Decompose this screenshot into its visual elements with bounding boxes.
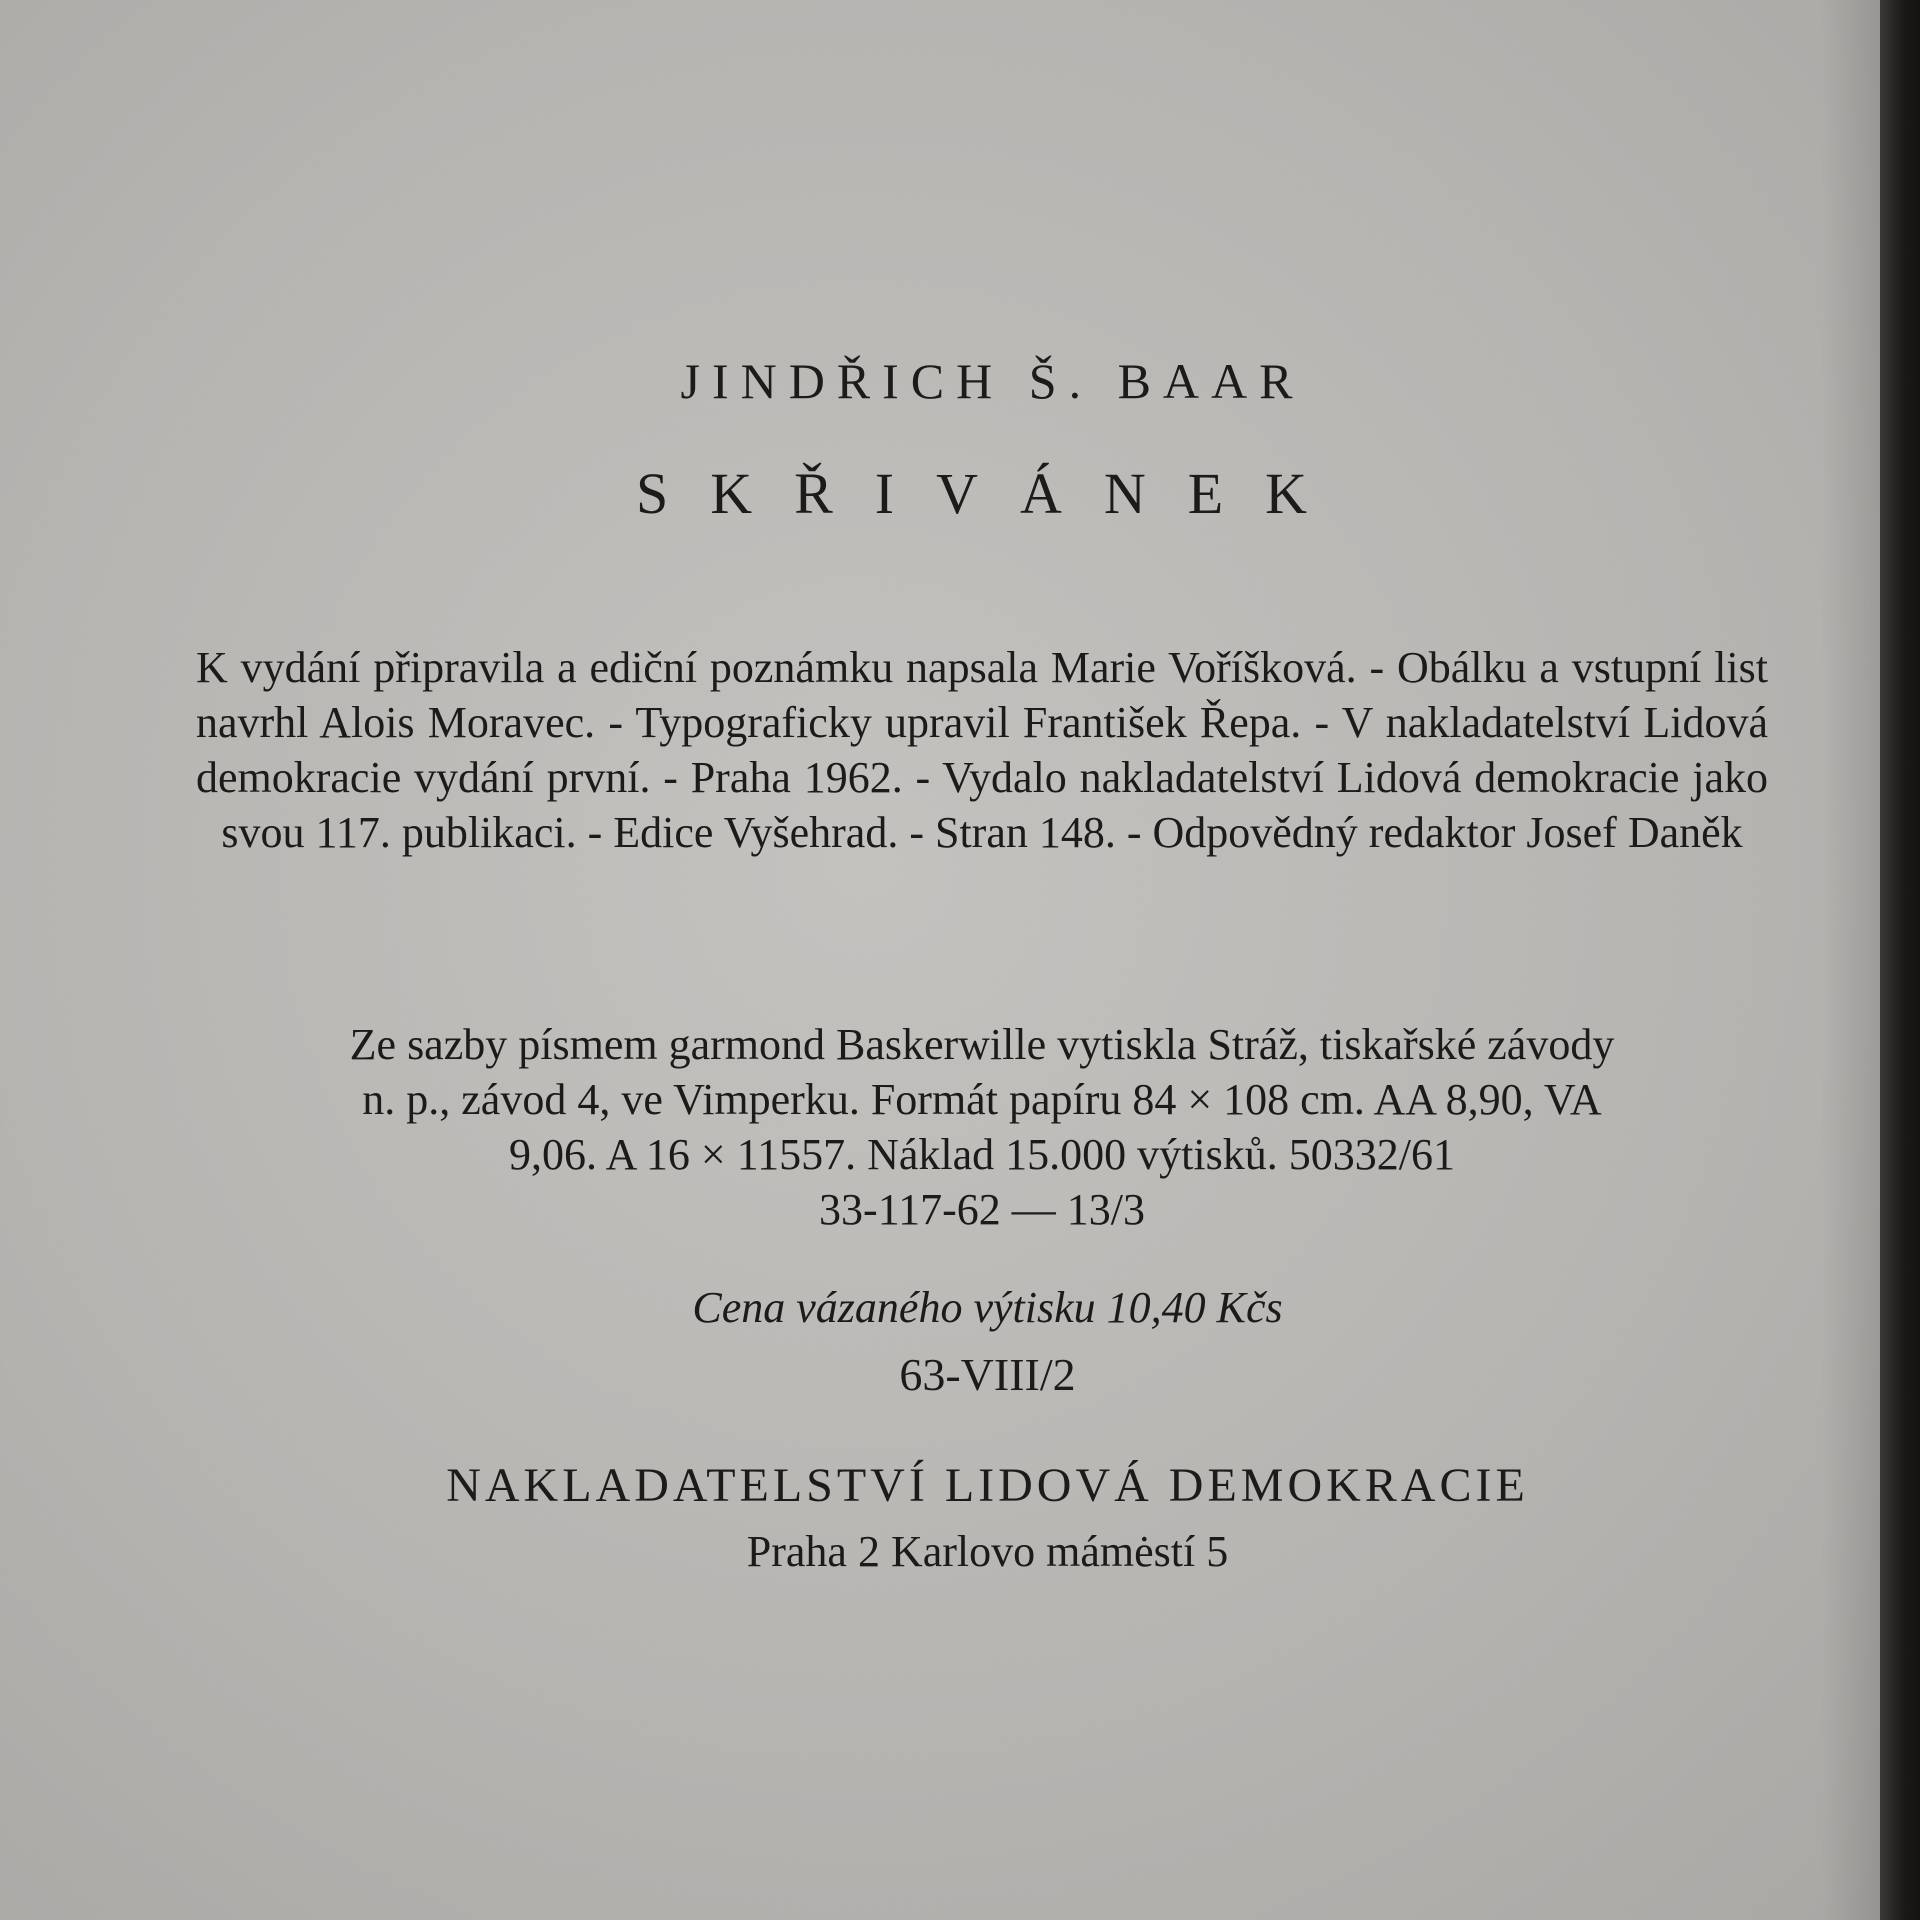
book-title: SKŘIVÁNEK [635, 461, 1350, 526]
printing-line: 9,06. A 16 × 11557. Náklad 15.000 výtisků. 50332/61 [509, 1130, 1455, 1179]
publisher-name: NAKLADATELSTVÍ LIDOVÁ DEMOKRACIE [446, 1459, 1529, 1512]
book-cover-edge [1880, 0, 1920, 1920]
catalog-code: 63-VIII/2 [899, 1349, 1076, 1400]
printing-line: Ze sazby písmem garmond Baskerwille vytiskla Stráž, tiskařské závody [349, 1020, 1615, 1069]
page-shadow [1820, 0, 1880, 1920]
printing-line: n. p., závod 4, ve Vimperku. Formát papíru 84 × 108 cm. AA 8,90, VA [362, 1075, 1602, 1124]
publisher-address: Praha 2 Karlovo mámėstí 5 [746, 1527, 1229, 1576]
printing-details [196, 1017, 1768, 1237]
price-text: Cena vázaného výtisku 10,40 Kčs [692, 1283, 1283, 1332]
author-name: JINDŘICH Š. BAAR [680, 353, 1305, 409]
colophon-credits: K vydání připravila a ediční poznámku napsala Marie Voříšková. - Obálku a vstupní list navrhl Alois Moravec. - Typograficky upravil František Řepa. - V nakladatelství Lidová demokracie vydání první. - Praha 1962. - Vydalo nakladatelství Lidová demokracie jako svou 117. publikaci. - Edice Vyšehrad. - Stran 148. - Odpovědný redaktor Josef Daněk [196, 643, 1768, 857]
printing-line: 33-117-62 — 13/3 [819, 1185, 1145, 1234]
